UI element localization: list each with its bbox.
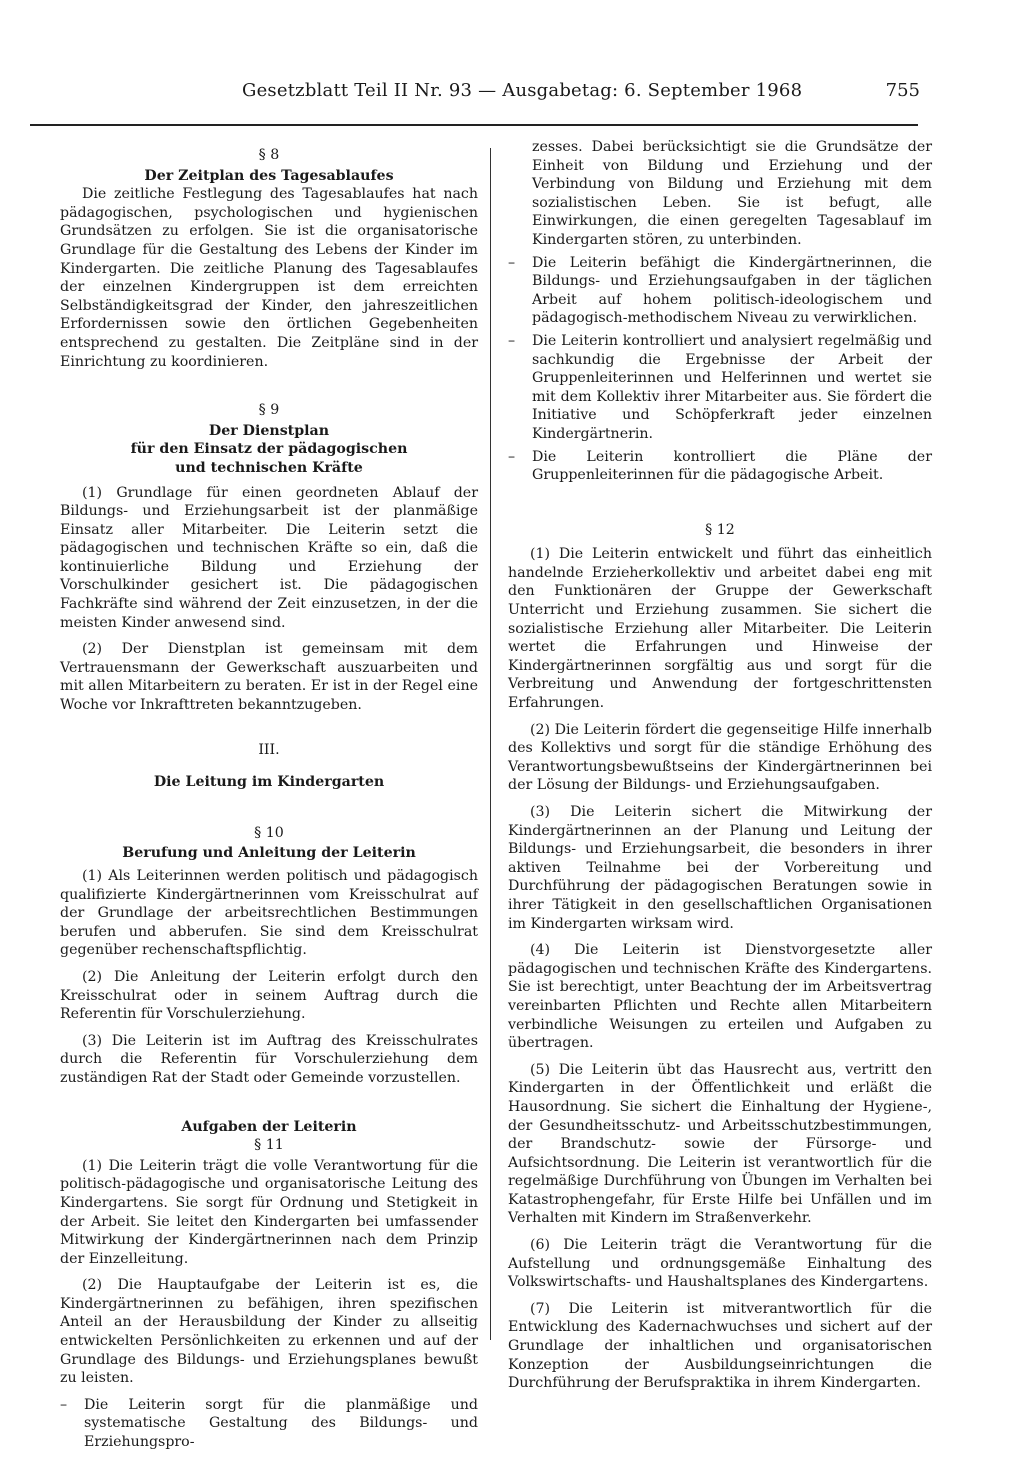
dash-item: – Die Leiterin kontrolliert und analysiert regelmäßig und sachkundig die Ergebnisse der Arbeit der Gruppenleiterinnen und Helferinnen und wertet sie mit dem Kollektiv ihrer Mitarbeiter aus. Sie fördert die Initiative und Schöpferkraft jeder einzelnen Kindergärtnerin. [508,332,932,444]
paragraph: (2) Die Leiterin fördert die gegenseitige Hilfe innerhalb des Kollektivs und sorgt für die ständige Erhöhung des Verantwortungsbewußtseins der Kindergärtnerinnen bei der Lösung der Bildungs- und Erziehungsaufgaben. [508,721,932,794]
section-number: § 9 [258,402,280,419]
paragraph: (3) Die Leiterin ist im Auftrag des Kreisschulrates durch die Referentin für Vorschulerziehung dem zuständigen Rat der Stadt oder Gemeinde vorzustellen. [60,1032,478,1086]
paragraph: (1) Grundlage für einen geordneten Ablauf der Bildungs- und Erziehungsarbeit ist der planmäßige Einsatz aller Mitarbeiter. Die Leiterin setzt die pädagogischen und technischen Kräfte so ein, daß die kontinuierliche Bildung und Erziehung der Vorschulkinder gesichert ist. Die pädagogischen Fachkräfte sind während der Zeit einzusetzen, in der die meisten Kinder anwesend sind. [60,484,478,631]
part-number: III. [258,741,280,758]
section-heading: für den Einsatz der pädagogischen [130,441,408,458]
dash-item: – Die Leiterin sorgt für die planmäßige und systematische Gestaltung des Bildungs- und Erziehungspro- [60,1396,478,1452]
gazette-title: Gesetzblatt Teil II Nr. 93 — Ausgabetag: 6. September 1968 [242,80,803,101]
paragraph: (1) Die Leiterin entwickelt und führt das einheitlich handelnde Erzieherkollektiv und arbeitet dabei eng mit den Funktionären der Gruppe der Gewerkschaft Unterricht und Erziehung zusammen. Sie sichert die sozialistische Erziehung aller Mitarbeiter. Die Leiterin wertet die Erfahrungen und Hinweise der Kindergärtnerinnen sorgfältig aus und sorgt für die Verbreitung und Anwendung der fortgeschrittensten Erfahrungen. [508,546,932,712]
dash-item: – Die Leiterin befähigt die Kindergärtnerinnen, die Bildungs- und Erziehungsaufgaben in der täglichen Arbeit auf hohem politisch-ideologischem und pädagogisch-methodischem Niveau zu verwirklichen. [508,254,932,328]
left-column [60,146,478,1456]
paragraph: (1) Als Leiterinnen werden politisch und pädagogisch qualifizierte Kindergärtnerinnen vom Kreisschulrat auf der Grundlage der arbeitsrechtlichen Bestimmungen berufen und abberufen. Sie sind dem Kreisschulrat gegenüber rechenschaftspflichtig. [60,868,478,959]
section-number: § 10 [254,824,284,841]
page-header [30,80,920,108]
column-divider [490,148,491,1340]
section-number: § 8 [258,147,280,163]
paragraph: (6) Die Leiterin trägt die Verantwortung für die Aufstellung und ordnungsgemäße Einhaltung des Volkswirtschafts- und Haushaltsplanes des Kindergartens. [508,1237,932,1291]
paragraph: (2) Der Dienstplan ist gemeinsam mit dem Vertrauensmann der Gewerkschaft auszuarbeiten und mit allen Mitarbeitern zu beraten. Er ist in der Regel eine Woche vor Inkrafttreten bekanntzugeben. [60,641,478,714]
section-heading: und technischen Kräfte [175,459,363,476]
paragraph: (7) Die Leiterin ist mitverantwortlich für die Entwicklung des Kadernachwuchses und sichert auf der Grundlage der inhaltlichen und organisatorischen Konzeption der Ausbildungseinrichtungen die Durchführung der Berufspraktika in ihrem Kindergarten. [508,1300,932,1392]
paragraph: Die zeitliche Festlegung des Tagesablaufes hat nach pädagogischen, psychologischen und hygienischen Grundsätzen zu erfolgen. Sie ist die organisatorische Grundlage für die Gestaltung des Lebens der Kinder im Kindergarten. Die zeitliche Planung des Tagesablaufes der einzelnen Kindergruppen ist dem erreichten Selbständigkeitsgrad der Kinder, den jahreszeitlichen Erfordernissen sowie den örtlichen Gegebenheiten entsprechend zu gestalten. Die Zeitpläne sind in der Einrichtung zu koordinieren. [60,186,478,370]
section-heading: Berufung und Anleitung der Leiterin [122,845,416,862]
section-heading: Der Dienstplan [208,422,330,439]
paragraph: (2) Die Hauptaufgabe der Leiterin ist es, die Kindergärtnerinnen zu befähigen, ihren spezifischen Anteil an der Herausbildung der Kinder zu allseitig entwickelten Persönlichkeiten zu erkennen und auf der Grundlage des Bildungs- und Erziehungsplanes bewußt zu leisten. [60,1277,478,1387]
paragraph: (3) Die Leiterin sichert die Mitwirkung der Kindergärtnerinnen an der Planung und Leitung der Bildungs- und Erziehungsarbeit, die besonders in ihrer aktiven Teilnahme bei der Vorbereitung und Durchführung der pädagogischen Beratungen sowie in ihrer Tätigkeit in den gesellschaftlichen Organisationen im Kindergarten wirksam wird. [508,804,932,932]
right-column [508,138,932,1401]
section-heading: Aufgaben der Leiterin [181,1118,357,1135]
paragraph-continuation: zesses. Dabei berücksichtigt sie die Grundsätze der Einheit von Bildung und Erziehung und der Verbindung von Bildung und Erziehung mit dem sozialistischen Leben. Sie ist befugt, alle Einwirkungen, die einen geregelten Tagesablauf im Kindergarten stören, zu unterbinden. [532,139,932,248]
page-number: 755 [885,80,920,101]
part-heading: Die Leitung im Kindergarten [153,774,385,791]
section-number: § 12 [705,521,735,538]
paragraph: (5) Die Leiterin übt das Hausrecht aus, vertritt den Kindergarten in der Öffentlichkeit und erläßt die Hausordnung. Sie sichert die Einhaltung der Hygiene-, der Gesundheitsschutz- und Arbeitsschutzbestimmungen, der Brandschutz- sowie der Fürsorge- und Aufsichtsordnung. Die Leiterin ist verantwortlich für die regelmäßige Durchführung von Übungen im Verhalten bei Katastrophengefahr, für Erste Hilfe bei Unfällen und im Verhalten mit Kindern im Straßenverkehr. [508,1061,932,1227]
paragraph: (1) Die Leiterin trägt die volle Verantwortung für die politisch-pädagogische und organisatorische Leitung des Kindergartens. Sie sorgt für Ordnung und Stetigkeit in der Arbeit. Sie leitet den Kindergarten bei umfassender Mitwirkung der Kindergärtnerinnen nach dem Prinzip der Einzelleitung. [60,1157,478,1267]
paragraph: (2) Die Anleitung der Leiterin erfolgt durch den Kreisschulrat oder in seinem Auftrag durch die Referentin für Vorschulerziehung. [60,968,478,1023]
section-number: § 11 [254,1137,284,1154]
dash-item: – Die Leiterin kontrolliert die Pläne der Gruppenleiterinnen für die pädagogische Arbeit. [508,448,932,485]
paragraph: (4) Die Leiterin ist Dienstvorgesetzte aller pädagogischen und technischen Kräfte des Kindergartens. Sie ist berechtigt, unter Beachtung der im Arbeitsvertrag vereinbarten Pflichten und Rechte allen Mitarbeitern verbindliche Weisungen zu erteilen und Aufgaben zu übertragen. [508,942,932,1052]
header-rule [30,124,918,126]
section-heading: Der Zeitplan des Tagesablaufes [144,167,394,184]
